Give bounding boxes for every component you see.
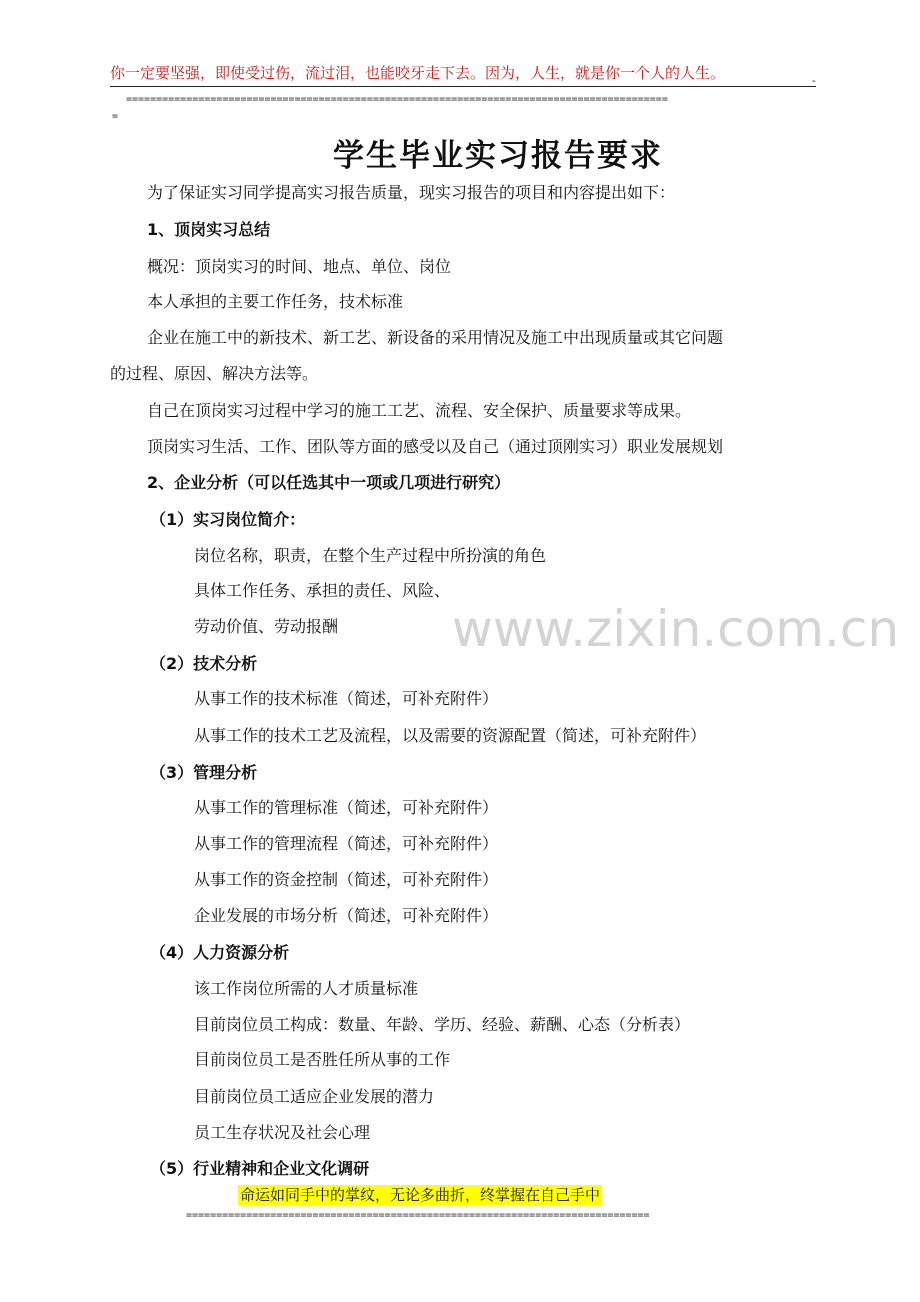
section-1-item-continuation: 的过程、原因、解决方法等。	[110, 364, 319, 383]
section-1-item: 本人承担的主要工作任务，技术标准	[147, 292, 404, 311]
footer-quote: 命运如同手中的掌纹，无论多曲折，终掌握在自己手中	[240, 1186, 601, 1204]
subsection-3-item: 从事工作的管理流程（简述，可补充附件）	[194, 834, 499, 853]
footer-separator-line: =============================================================================	[186, 1210, 650, 1221]
header-rule	[110, 86, 816, 87]
page-title: 学生毕业实习报告要求	[333, 138, 663, 174]
subsection-3-item: 从事工作的管理标准（简述，可补充附件）	[194, 798, 499, 817]
subsection-2-item: 从事工作的技术工艺及流程，以及需要的资源配置（简述，可补充附件）	[194, 726, 707, 745]
header-dash: -	[812, 74, 816, 87]
header-separator-line: ==========================================================================================	[126, 94, 668, 105]
subsection-4-heading: （4）人力资源分析	[150, 943, 290, 962]
subsection-3-item: 从事工作的资金控制（简述，可补充附件）	[194, 870, 499, 889]
subsection-4-item: 目前岗位员工是否胜任所从事的工作	[194, 1050, 451, 1069]
section-2-heading: 2、企业分析（可以任选其中一项或几项进行研究）	[147, 473, 511, 492]
site-watermark: www.zixin.com.cn	[452, 600, 900, 658]
section-1-item: 企业在施工中的新技术、新工艺、新设备的采用情况及施工中出现质量或其它问题	[147, 328, 724, 347]
subsection-1-item: 具体工作任务、承担的责任、风险、	[194, 581, 451, 600]
header-quote: 你一定要坚强，即使受过伤，流过泪，也能咬牙走下去。因为，人生，就是你一个人的人生。	[110, 64, 726, 82]
subsection-4-item: 目前岗位员工构成：数量、年龄、学历、经验、薪酬、心态（分析表）	[194, 1015, 691, 1034]
subsection-1-item: 岗位名称，职责，在整个生产过程中所扮演的角色	[194, 546, 547, 565]
subsection-5-heading: （5）行业精神和企业文化调研	[150, 1159, 370, 1178]
subsection-4-item: 该工作岗位所需的人才质量标准	[194, 979, 419, 998]
subsection-1-heading: （1）实习岗位简介：	[150, 510, 306, 529]
section-1-item: 概况：顶岗实习的时间、地点、单位、岗位	[147, 257, 452, 276]
section-1-item: 顶岗实习生活、工作、团队等方面的感受以及自己（通过顶刚实习）职业发展规划	[147, 437, 724, 456]
subsection-2-heading: （2）技术分析	[150, 654, 258, 673]
subsection-3-item: 企业发展的市场分析（简述，可补充附件）	[194, 906, 499, 925]
header-separator-tail: =	[112, 111, 119, 122]
section-1-heading: 1、顶岗实习总结	[147, 220, 271, 239]
subsection-4-item: 员工生存状况及社会心理	[194, 1123, 371, 1142]
subsection-3-heading: （3）管理分析	[150, 763, 258, 782]
section-1-item: 自己在顶岗实习过程中学习的施工工艺、流程、安全保护、质量要求等成果。	[147, 401, 692, 420]
subsection-4-item: 目前岗位员工适应企业发展的潜力	[194, 1087, 435, 1106]
subsection-2-item: 从事工作的技术标准（简述，可补充附件）	[194, 689, 499, 708]
intro-paragraph: 为了保证实习同学提高实习报告质量，现实习报告的项目和内容提出如下：	[147, 183, 676, 202]
subsection-1-item: 劳动价值、劳动报酬	[194, 617, 339, 636]
